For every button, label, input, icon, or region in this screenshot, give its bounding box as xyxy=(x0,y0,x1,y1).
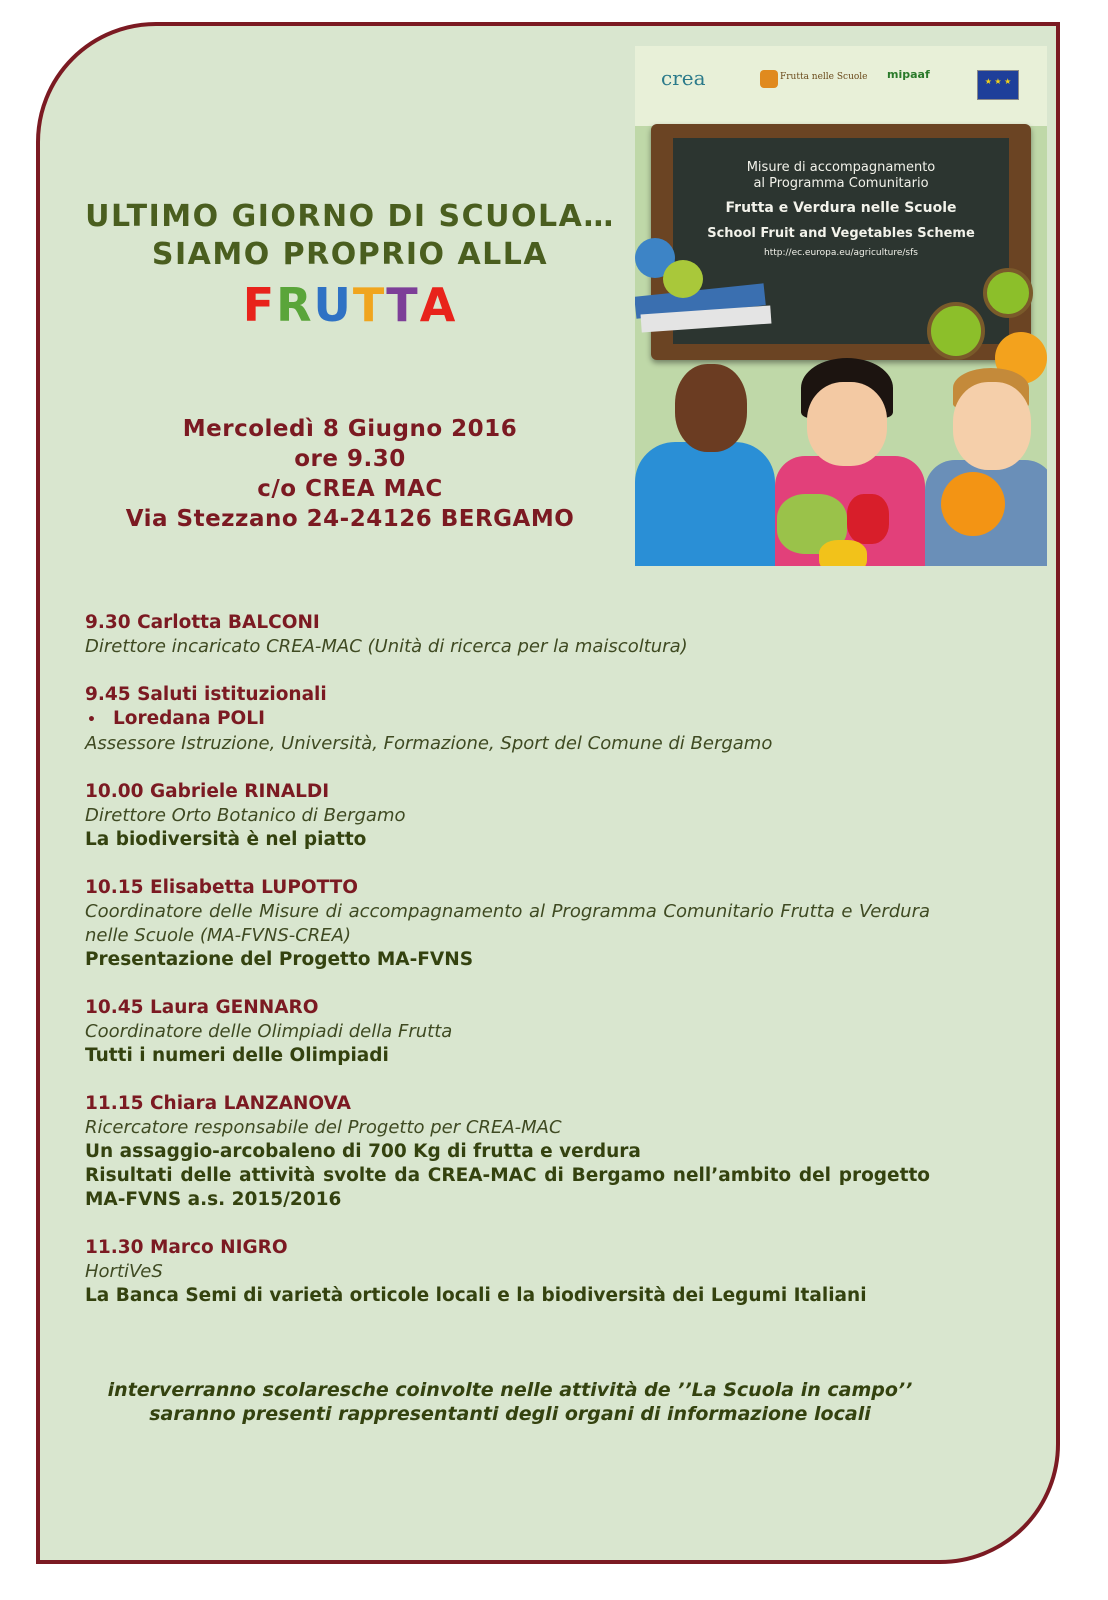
frutta-letter: R xyxy=(276,278,314,332)
agenda-time-speaker: 10.00 Gabriele RINALDI xyxy=(85,781,330,802)
orange-icon xyxy=(941,472,1005,536)
chalkboard-line-2: al Programma Comunitario xyxy=(753,176,929,191)
crea-logo: crea xyxy=(661,66,706,90)
title-line-2: SIAMO PROPRIO ALLA xyxy=(151,237,549,272)
title-line-1: ULTIMO GIORNO DI SCUOLA… xyxy=(85,199,615,234)
agenda-item xyxy=(85,1236,930,1308)
agenda-topic: La biodiversità è nel piatto xyxy=(85,829,367,850)
chalkboard-line-5: http://ec.europa.eu/agriculture/sfs xyxy=(764,248,918,258)
pepper-icon xyxy=(819,540,867,566)
kiwi-icon xyxy=(983,268,1033,318)
agenda-time-speaker: 10.15 Elisabetta LUPOTTO xyxy=(85,877,359,898)
agenda-topic: Presentazione del Progetto MA-FVNS xyxy=(85,949,474,970)
event-time: ore 9.30 xyxy=(294,446,406,472)
bullet-icon: • xyxy=(87,712,96,728)
frutta-letter: F xyxy=(242,278,277,332)
agenda-bullet xyxy=(85,707,930,732)
agenda-item xyxy=(85,996,930,1068)
frutta-scuole-logo-icon xyxy=(760,70,778,88)
agenda-bullet-text: Loredana POLI xyxy=(113,708,265,729)
frutta-letter: T xyxy=(352,278,387,332)
event-details xyxy=(80,414,620,534)
agenda-role: Direttore incaricato CREA-MAC (Unità di ricerca per la maiscoltura) xyxy=(85,636,688,657)
pepper-icon xyxy=(847,494,889,544)
agenda-item xyxy=(85,876,930,972)
chalkboard-line-4: School Fruit and Vegetables Scheme xyxy=(707,226,975,241)
agenda-topic: Tutti i numeri delle Olimpiadi xyxy=(85,1045,389,1066)
agenda-role: Coordinatore delle Misure di accompagnamento al Programma Comunitario Frutta e Verdura nelle Scuole (MA-FVNS-CREA) xyxy=(85,901,930,946)
apple-icon xyxy=(663,260,703,298)
agenda-role: Ricercatore responsabile del Progetto per CREA-MAC xyxy=(85,1117,562,1138)
agenda-topic: La Banca Semi di varietà orticole locali e la biodiversità dei Legumi Italiani xyxy=(85,1285,867,1306)
agenda-role: Assessore Istruzione, Università, Formazione, Sport del Comune di Bergamo xyxy=(85,733,773,754)
event-date: Mercoledì 8 Giugno 2016 xyxy=(182,416,518,442)
frutta-letter: T xyxy=(386,278,420,332)
footer-line-1: interverranno scolaresche coinvolte nelle attività de ’’La Scuola in campo’’ xyxy=(107,1379,913,1401)
program-poster-image xyxy=(635,46,1047,566)
logo-strip xyxy=(635,46,1047,126)
page-frame xyxy=(36,22,1060,1564)
frutta-title xyxy=(70,278,630,332)
agenda xyxy=(85,611,930,1332)
agenda-time-speaker: 9.30 Carlotta BALCONI xyxy=(85,612,320,633)
frutta-letter: U xyxy=(313,278,353,332)
child-figure xyxy=(635,442,775,566)
mipaaf-logo: mipaaf xyxy=(887,68,930,81)
agenda-item xyxy=(85,683,930,756)
chalkboard-line-1: Misure di accompagnamento xyxy=(746,160,936,175)
agenda-time-speaker: 10.45 Laura GENNARO xyxy=(85,997,319,1018)
agenda-time-speaker: 9.45 Saluti istituzionali xyxy=(85,684,327,705)
chalkboard-line-3: Frutta e Verdura nelle Scuole xyxy=(725,200,957,216)
event-address: Via Stezzano 24-24126 BERGAMO xyxy=(125,506,575,532)
agenda-item xyxy=(85,1092,930,1212)
child-face xyxy=(675,364,747,452)
agenda-topic: Risultati delle attività svolte da CREA-MAC di Bergamo nell’ambito del progetto MA-FVNS a.s. 2015/2016 xyxy=(85,1165,930,1210)
event-place: c/o CREA MAC xyxy=(257,476,443,502)
kiwi-icon xyxy=(927,302,985,360)
footer-line-2: saranno presenti rappresentanti degli organi di informazione locali xyxy=(149,1403,871,1425)
agenda-role: Coordinatore delle Olimpiadi della Frutta xyxy=(85,1021,453,1042)
frutta-scuole-logo: Frutta nelle Scuole xyxy=(780,72,868,82)
frutta-letter: A xyxy=(419,278,458,332)
agenda-time-speaker: 11.30 Marco NIGRO xyxy=(85,1237,288,1258)
child-face xyxy=(953,382,1031,470)
child-face xyxy=(807,382,887,466)
agenda-time-speaker: 11.15 Chiara LANZANOVA xyxy=(85,1093,351,1114)
agenda-role: Direttore Orto Botanico di Bergamo xyxy=(85,805,406,826)
title-block xyxy=(70,198,630,332)
agenda-item xyxy=(85,780,930,852)
eu-flag-icon: ★ ★ ★ xyxy=(977,70,1019,100)
footer-notes xyxy=(40,1378,980,1426)
agenda-topic: Un assaggio-arcobaleno di 700 Kg di frutta e verdura xyxy=(85,1141,641,1162)
agenda-role: HortiVeS xyxy=(85,1261,163,1282)
agenda-item xyxy=(85,611,930,659)
